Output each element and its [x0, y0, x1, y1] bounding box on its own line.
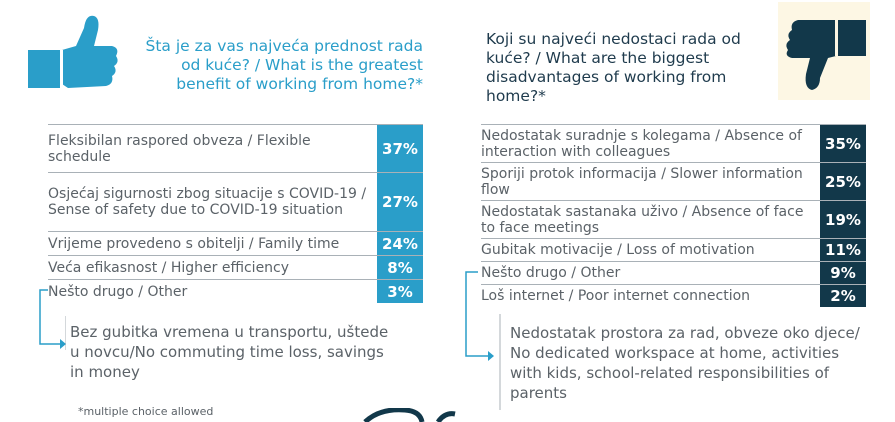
row-value: 8% — [377, 256, 423, 279]
left-row-3 — [48, 255, 423, 279]
row-value: 11% — [820, 239, 866, 261]
row-label: Fleksibilan raspored obveza / Flexible schedule — [48, 132, 311, 165]
row-value: 19% — [820, 201, 866, 238]
row-label: Nešto drugo / Other — [481, 265, 621, 281]
right-row-3 — [481, 238, 866, 261]
row-label: Sporiji protok informacija / Slower information flow — [481, 165, 803, 198]
left-row-1 — [48, 172, 423, 231]
row-value: 2% — [820, 285, 866, 307]
left-row-4 — [48, 279, 423, 303]
left-other-note: Bez gubitka vremena u transportu, uštede u novcu/No commuting time loss, savings in money — [70, 323, 389, 381]
row-label: Nešto drugo / Other — [48, 283, 188, 300]
right-connector — [462, 268, 502, 413]
footnote: *multiple choice allowed — [78, 405, 214, 418]
decorative-shape — [360, 408, 460, 422]
row-value: 24% — [377, 232, 423, 255]
row-label: Nedostatak sastanaka uživo / Absence of face to face meetings — [481, 203, 804, 236]
row-value: 9% — [820, 262, 866, 284]
right-question: Koji su najveći nedostaci rada od kuće? / What are the biggest disadvantages of working from home?* — [486, 30, 741, 105]
thumbs-down-icon — [778, 2, 870, 100]
left-connector — [36, 286, 66, 350]
row-value: 35% — [820, 125, 866, 162]
right-row-0 — [481, 124, 866, 162]
row-label: Nedostatak suradnje s kolegama / Absence of interaction with colleagues — [481, 127, 802, 160]
right-row-2 — [481, 200, 866, 238]
row-value: 27% — [377, 173, 423, 231]
row-value: 37% — [377, 125, 423, 172]
row-label: Vrijeme provedeno s obitelji / Family time — [48, 235, 340, 252]
right-row-4 — [481, 261, 866, 284]
row-label: Gubitak motivacije / Loss of motivation — [481, 242, 755, 258]
row-label: Veća efikasnost / Higher efficiency — [48, 259, 290, 276]
right-row-1 — [481, 162, 866, 200]
right-other-note: Nedostatak prostora za rad, obveze oko djece/ No dedicated workspace at home, activities with kids, school-related responsibilities of parents — [510, 324, 860, 402]
row-value: 25% — [820, 163, 866, 200]
row-label: Osjećaj sigurnosti zbog situacije s COVID-19 / Sense of safety due to COVID-19 situation — [48, 186, 367, 218]
left-row-2 — [48, 231, 423, 255]
row-value: 3% — [377, 280, 423, 303]
row-label: Loš internet / Poor internet connection — [481, 288, 751, 304]
left-question: Šta je za vas najveća prednost rada od kuće? / What is the greatest benefit of working from home?* — [145, 37, 423, 93]
left-row-0 — [48, 124, 423, 172]
thumbs-up-icon — [28, 6, 120, 98]
right-row-5 — [481, 284, 866, 307]
